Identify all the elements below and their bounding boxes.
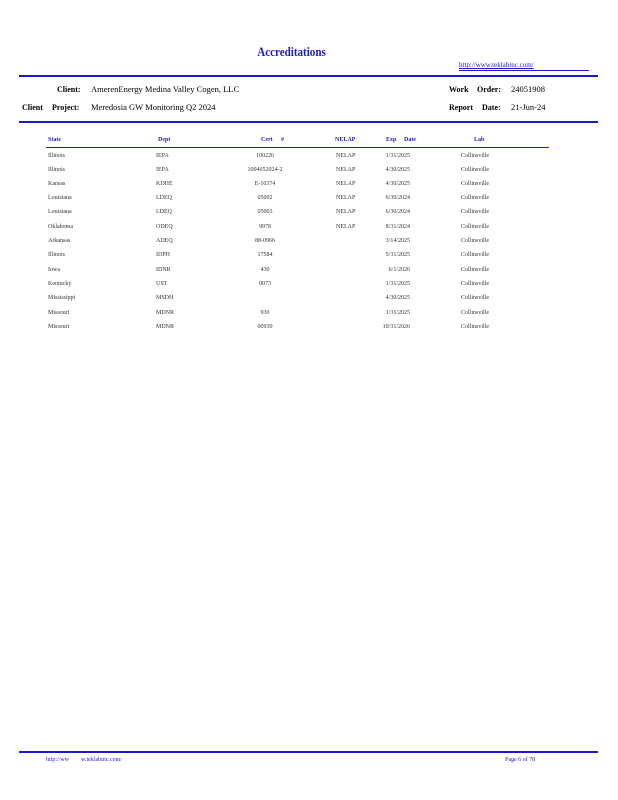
- cell-dept: LDEQ: [156, 195, 172, 201]
- header-rule-top: [19, 75, 598, 77]
- cell-lab: Collinsville: [461, 153, 490, 159]
- date-value: 21-Jun-24: [511, 102, 546, 112]
- cell-nelap: NELAP: [336, 181, 356, 187]
- cell-lab: Collinsville: [461, 224, 490, 230]
- table-row: [0, 295, 618, 307]
- work-label: Work: [449, 85, 469, 94]
- cell-nelap: NELAP: [336, 153, 356, 159]
- cell-nelap: NELAP: [336, 209, 356, 215]
- cell-exp: 6/1/2026: [388, 267, 410, 273]
- cell-dept: IEPA: [156, 167, 169, 173]
- cell-lab: Collinsville: [461, 267, 490, 273]
- cell-lab: Collinsville: [461, 281, 490, 287]
- cell-exp: 4/30/2025: [385, 295, 410, 301]
- cell-state: Louisiana: [48, 195, 72, 201]
- cell-lab: Collinsville: [461, 310, 490, 316]
- report-label: Report: [449, 103, 473, 112]
- website-link-top[interactable]: http://www.teklabinc.com/: [459, 61, 534, 69]
- cell-lab: Collinsville: [461, 195, 490, 201]
- cell-cert: 00930: [257, 324, 273, 330]
- cell-cert: 88-0966: [255, 238, 275, 244]
- page-title: Accreditations: [257, 44, 326, 59]
- project-label: Project:: [52, 103, 80, 112]
- order-value: 24051908: [511, 84, 545, 94]
- website-link-footer[interactable]: [46, 757, 122, 763]
- cell-cert: 05002: [257, 195, 273, 201]
- cell-dept: MDNR: [156, 310, 175, 316]
- cell-dept: KDHE: [156, 181, 173, 187]
- client-prefix: Client: [22, 103, 43, 112]
- cell-exp: 5/31/2025: [385, 252, 410, 258]
- cell-state: Kentucky: [48, 281, 72, 287]
- cell-state: Arkansas: [48, 238, 71, 244]
- cell-exp: 8/31/2024: [385, 224, 410, 230]
- footer-link-part1: http://ww: [46, 757, 70, 763]
- cell-lab: Collinsville: [461, 209, 490, 215]
- cell-state: Kansas: [48, 181, 66, 187]
- col-header-dept: Dept: [158, 137, 171, 143]
- col-header-exp: Exp: [386, 137, 397, 143]
- cell-dept: MSDH: [156, 295, 174, 301]
- table-row: [0, 195, 618, 207]
- table-row: [0, 238, 618, 250]
- col-header-date: Date: [404, 137, 416, 143]
- table-row: [0, 224, 618, 236]
- table-row: [0, 281, 618, 293]
- cell-dept: LDEQ: [156, 209, 172, 215]
- cell-lab: Collinsville: [461, 167, 490, 173]
- client-label: Client:: [57, 85, 81, 94]
- col-header-hash: #: [281, 137, 284, 143]
- link-underline: [459, 70, 589, 71]
- cell-exp: 10/31/2026: [382, 324, 410, 330]
- table-row: [0, 167, 618, 179]
- cell-lab: Collinsville: [461, 324, 490, 330]
- cell-state: Illinois: [48, 153, 66, 159]
- table-header-rule: [46, 147, 549, 148]
- cell-cert: 100226: [256, 153, 274, 159]
- col-header-lab: Lab: [474, 137, 485, 143]
- cell-state: Oklahoma: [48, 224, 73, 230]
- cell-state: Mississippi: [48, 295, 76, 301]
- cell-exp: 3/14/2025: [385, 238, 410, 244]
- table-row: [0, 252, 618, 264]
- table-row: [0, 153, 618, 165]
- cell-nelap: NELAP: [336, 224, 356, 230]
- cell-nelap: NELAP: [336, 195, 356, 201]
- cell-cert: 05003: [257, 209, 273, 215]
- cell-exp: 1/31/2025: [385, 281, 410, 287]
- table-row: [0, 324, 618, 336]
- footer-link-part2: w.teklabinc.com/: [81, 757, 122, 763]
- cell-exp: 4/30/2025: [385, 181, 410, 187]
- cell-cert: 1004652024-2: [247, 167, 283, 173]
- cell-nelap: NELAP: [336, 167, 356, 173]
- client-value: AmerenEnergy Medina Valley Cogen, LLC: [91, 84, 240, 94]
- page-number: Page 6 of 78: [505, 757, 536, 763]
- cell-state: Missouri: [48, 324, 70, 330]
- cell-state: Illinois: [48, 167, 66, 173]
- table-row: [0, 267, 618, 279]
- footer-rule: [19, 751, 598, 753]
- cell-exp: 6/30/2024: [385, 195, 410, 201]
- cell-dept: ADEQ: [156, 238, 173, 244]
- table-row: [0, 181, 618, 193]
- cell-lab: Collinsville: [461, 181, 490, 187]
- cell-dept: IEPA: [156, 153, 169, 159]
- cell-cert: 930: [260, 310, 270, 316]
- cell-dept: MDNR: [156, 324, 175, 330]
- table-row: [0, 209, 618, 221]
- table-row: [0, 310, 618, 322]
- cell-exp: 1/31/2025: [385, 310, 410, 316]
- col-header-state: State: [48, 137, 61, 143]
- cell-cert: 0073: [259, 281, 271, 287]
- cell-cert: 430: [260, 267, 270, 273]
- cell-dept: IDPH: [156, 252, 171, 258]
- cell-lab: Collinsville: [461, 295, 490, 301]
- cell-state: Missouri: [48, 310, 70, 316]
- cell-lab: Collinsville: [461, 252, 490, 258]
- cell-dept: IDNR: [156, 267, 171, 273]
- cell-cert: 9978: [259, 224, 271, 230]
- cell-exp: 4/30/2025: [385, 167, 410, 173]
- cell-state: Iowa: [48, 267, 60, 273]
- cell-exp: 6/30/2024: [385, 209, 410, 215]
- cell-dept: UST: [156, 281, 168, 287]
- cell-exp: 1/31/2025: [385, 153, 410, 159]
- cell-dept: ODEQ: [156, 224, 173, 230]
- date-label: Date:: [482, 103, 501, 112]
- col-header-cert: Cert: [261, 137, 273, 143]
- cell-cert: 17584: [257, 252, 273, 258]
- col-header-nelap: NELAP: [335, 137, 356, 143]
- cell-state: Illinois: [48, 252, 66, 258]
- header-rule-bottom: [19, 121, 598, 123]
- project-value: Meredosia GW Monitoring Q2 2024: [91, 102, 216, 112]
- cell-lab: Collinsville: [461, 238, 490, 244]
- cell-state: Louisiana: [48, 209, 72, 215]
- cell-cert: E-10374: [254, 181, 276, 187]
- order-label: Order:: [477, 85, 501, 94]
